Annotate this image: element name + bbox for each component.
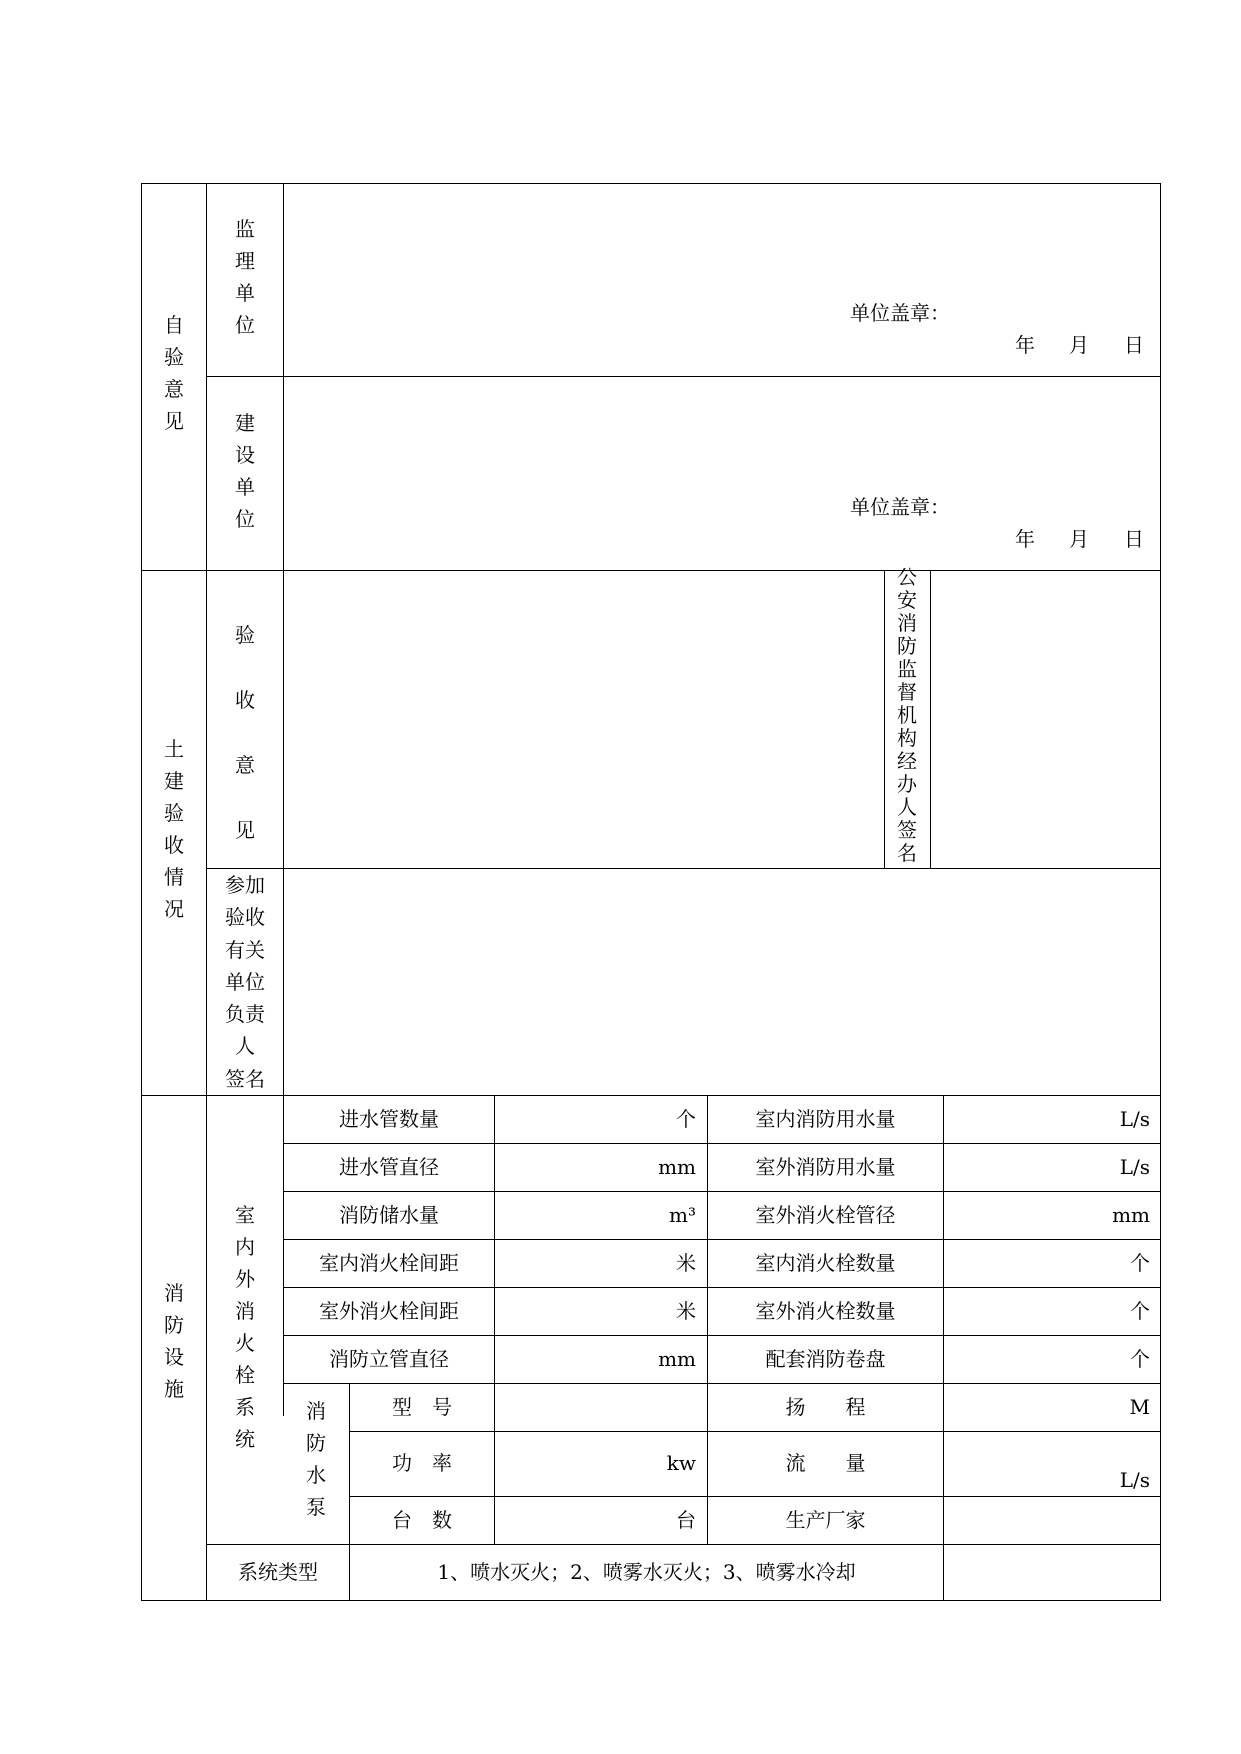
row-label-hose-reel: 配套消防卷盘	[765, 1347, 886, 1371]
row-label-inlet-pipe-diameter: 进水管直径	[339, 1155, 439, 1179]
row-unit-indoor-hydrant-spacing: 米	[676, 1251, 696, 1275]
row-unit-hose-reel: 个	[1130, 1347, 1150, 1371]
acceptance-opinion-label: 验 收 意 见	[235, 623, 255, 842]
row-unit-inlet-pipe-diameter: mm	[658, 1155, 696, 1179]
col-divider-1	[206, 183, 207, 1601]
table-border-bottom	[141, 1600, 1161, 1601]
row-divider-opinion	[206, 868, 1161, 869]
acceptance-form-table	[141, 183, 1161, 1601]
facilities-row-line-1	[283, 1143, 1161, 1144]
pump-label-manufacturer: 生产厂家	[785, 1508, 866, 1532]
row-label-indoor-water: 室内消防用水量	[755, 1107, 896, 1131]
construction-seal-label: 单位盖章：	[850, 495, 950, 519]
construction-date-day: 日	[1124, 527, 1144, 551]
table-border-right	[1160, 183, 1161, 1601]
table-border-left	[141, 183, 142, 1601]
pump-label-flow: 流 量	[785, 1451, 866, 1475]
fire-pump-label: 消 防 水 泵	[306, 1399, 326, 1519]
construction-date-month: 月	[1069, 527, 1089, 551]
row-label-standpipe-diameter: 消防立管直径	[329, 1347, 449, 1371]
fire-facilities-label: 消 防 设 施	[164, 1281, 184, 1401]
pump-row-line-2	[349, 1496, 1161, 1497]
row-label-outdoor-water: 室外消防用水量	[755, 1155, 896, 1179]
facilities-row-line-5	[283, 1335, 1161, 1336]
pump-label-model: 型 号	[392, 1395, 452, 1419]
facilities-row-line-3	[283, 1239, 1161, 1240]
supervision-date-day: 日	[1124, 333, 1144, 357]
row-unit-standpipe-diameter: mm	[658, 1347, 696, 1371]
participants-signature-label: 参加 验收 有关 单位 负责 人 签名	[225, 873, 265, 1091]
pump-row-line-1	[349, 1431, 1161, 1432]
supervision-date-year: 年	[1015, 333, 1035, 357]
row-label-indoor-hydrant-spacing: 室内消火栓间距	[319, 1251, 459, 1275]
construction-unit-label: 建 设 单 位	[235, 411, 255, 531]
row-label-storage-volume: 消防储水量	[339, 1203, 439, 1227]
row-label-indoor-hydrant-count: 室内消火栓数量	[755, 1251, 896, 1275]
facilities-row-line-6	[283, 1383, 1161, 1384]
pump-unit-quantity: 台	[676, 1508, 696, 1532]
row-unit-outdoor-hydrant-spacing: 米	[676, 1299, 696, 1323]
row-divider-section-1	[141, 570, 1161, 571]
row-unit-inlet-pipe-count: 个	[676, 1107, 696, 1131]
system-type-label: 系统类型	[238, 1560, 318, 1584]
supervision-seal-label: 单位盖章：	[850, 301, 950, 325]
system-type-options: 1、喷水灭火；2、喷雾水灭火；3、喷雾水冷却	[437, 1560, 856, 1584]
row-unit-storage-volume: m³	[669, 1203, 696, 1227]
pump-label-head: 扬 程	[785, 1395, 866, 1419]
row-label-outdoor-hydrant-spacing: 室外消火栓间距	[319, 1299, 459, 1323]
row-divider-section-2	[141, 1095, 1161, 1096]
officer-col-left	[884, 570, 885, 868]
pump-unit-head: M	[1129, 1395, 1150, 1419]
col-divider-2	[283, 183, 284, 1416]
row-label-outdoor-hydrant-count: 室外消火栓数量	[755, 1299, 896, 1323]
hydrant-system-label: 室 内 外 消 火 栓 系 统	[235, 1203, 255, 1451]
construction-date-year: 年	[1015, 527, 1035, 551]
facilities-row-line-2	[283, 1191, 1161, 1192]
supervision-date-month: 月	[1069, 333, 1089, 357]
officer-col-right	[930, 570, 931, 868]
facilities-row-line-4	[283, 1287, 1161, 1288]
row-label-inlet-pipe-count: 进水管数量	[339, 1107, 439, 1131]
row-unit-indoor-hydrant-count: 个	[1130, 1251, 1150, 1275]
row-unit-outdoor-hydrant-count: 个	[1130, 1299, 1150, 1323]
table-border-top	[141, 183, 1161, 184]
row-unit-outdoor-hydrant-diameter: mm	[1112, 1203, 1150, 1227]
pump-unit-flow: L/s	[1119, 1468, 1150, 1492]
supervision-unit-label: 监 理 单 位	[235, 217, 255, 337]
row-label-outdoor-hydrant-diameter: 室外消火栓管径	[755, 1203, 896, 1227]
row-unit-indoor-water: L/s	[1119, 1107, 1150, 1131]
row-unit-outdoor-water: L/s	[1119, 1155, 1150, 1179]
pump-label-quantity: 台 数	[392, 1508, 452, 1532]
pump-unit-power: kw	[666, 1451, 696, 1475]
fire-officer-signature-label: 公 安 消 防 监 督 机 构 经 办 人 签 名	[897, 565, 917, 865]
pump-label-power: 功 率	[392, 1451, 452, 1475]
self-check-label: 自 验 意 见	[164, 313, 184, 433]
row-divider-supervision	[206, 376, 1161, 377]
civil-acceptance-label: 土 建 验 收 情 况	[164, 737, 184, 921]
